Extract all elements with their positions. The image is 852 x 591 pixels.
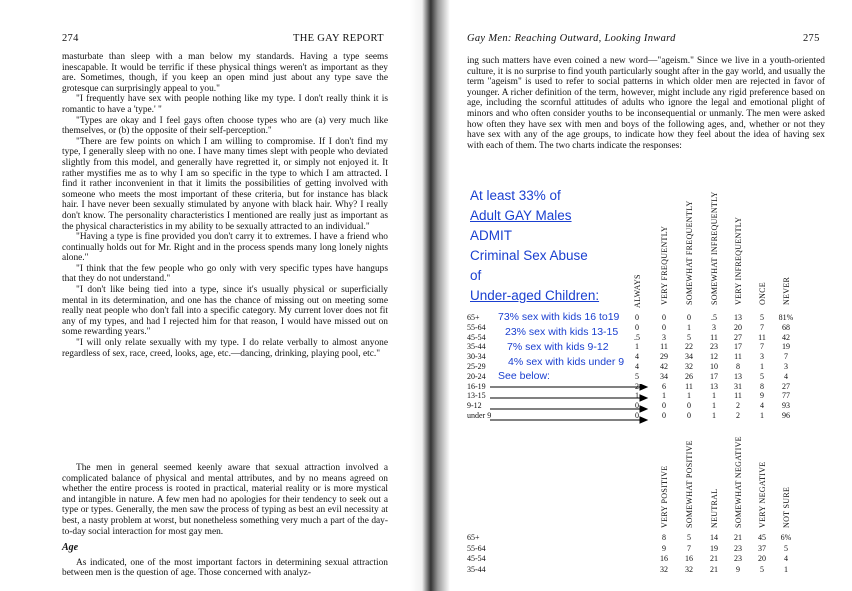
paragraph: "Having a type is fine provided you don't carry it to extremes. I have a friend who continually holds out for Mr. Right and in the process spends many long lonely nights alone." — [62, 232, 388, 264]
note-16-19: 73% sex with kids 16 to19 — [498, 311, 620, 323]
frequency-header: ONCE — [758, 282, 767, 305]
feeling-header: NOT SURE — [782, 486, 791, 528]
cell-value: 5 — [760, 564, 764, 574]
cell-value: 3 — [760, 352, 764, 362]
age-label: 45-54 — [467, 332, 486, 342]
cell-value: 27 — [782, 381, 790, 391]
cell-value: 3 — [784, 362, 788, 371]
cell-value: 7 — [687, 543, 691, 553]
age-label: 30-34 — [467, 352, 486, 362]
cell-value: 6% — [780, 533, 792, 542]
cell-value: 0 — [662, 322, 666, 332]
cell-value: 9 — [736, 564, 740, 574]
cell-value: 2 — [736, 401, 740, 411]
paragraph: The men in general seemed keenly aware that sexual attraction involved a complicated balance of physical and mental attributes, and by no means agreed on whether the entire process is rooted in practical, material reality or is more mystical and intangible in nature. A few men had no apologies for their tendency to seek out a type or types. Generally, the men saw the process of typing as best an evil necessity at best, a nasty problem at worst, but nonetheless something very much a part of the day-to-day social interaction for most gay men. — [62, 463, 388, 537]
cell-value: 13 — [734, 371, 742, 381]
cell-value: .5 — [711, 313, 717, 322]
cell-value: 42 — [660, 362, 668, 371]
right-page-number: 275 — [803, 33, 820, 44]
cell-value: 34 — [685, 352, 693, 362]
age-label: 45-54 — [467, 554, 486, 563]
cell-value: 1 — [687, 391, 691, 401]
cell-value: 2 — [736, 411, 740, 420]
cell-value: 4 — [760, 401, 764, 411]
cell-value: 1 — [712, 401, 716, 411]
annotation-line: of — [470, 268, 482, 283]
cell-value: 4 — [635, 352, 639, 362]
cell-value: 23 — [734, 554, 742, 563]
age-label: 16-19 — [467, 381, 486, 391]
cell-value: 11 — [734, 352, 742, 362]
cell-value: 11 — [685, 381, 693, 391]
cell-value: 19 — [710, 543, 718, 553]
cell-value: 5 — [784, 543, 788, 553]
left-page-number: 274 — [62, 33, 79, 44]
age-label: 25-29 — [467, 362, 486, 371]
cell-value: 1 — [635, 391, 639, 401]
cell-value: 81% — [778, 313, 794, 322]
cell-value: 23 — [710, 342, 718, 352]
paragraph: "There are few points on which I am willing to compromise. If I don't find my type, I generally sleep with no one. I have many times slept with people who deviated slightly from this model, and generally have regretted it, or simply not enjoyed it. It rather mystifies me as to why I am so specific in the type to which I am attracted. I find it rather inconvenient in that it limits the possibilities of getting involved with someone who meets the most important of these criteria, but for instance has black hair. I have never been sexually stimulated by anyone with black hair. Why? I really don't know. The personality characteristics I mentioned are really just as important as the physical characteristics in my ability to be sexually attracted to an individual." — [62, 136, 388, 232]
table-row — [467, 554, 827, 563]
age-label: 9-12 — [467, 401, 482, 411]
cell-value: 42 — [782, 332, 790, 342]
left-body-text — [62, 52, 388, 359]
cell-value: 8 — [662, 533, 666, 542]
feeling-header: SOMEWHAT NEGATIVE — [734, 436, 743, 528]
cell-value: 26 — [685, 371, 693, 381]
cell-value: 0 — [635, 322, 639, 332]
cell-value: 2 — [635, 381, 639, 391]
cell-value: 11 — [734, 391, 742, 401]
cell-value: 1 — [635, 342, 639, 352]
cell-value: .5 — [634, 332, 640, 342]
annotation-line: At least 33% of — [470, 188, 561, 203]
cell-value: 16 — [685, 554, 693, 563]
cell-value: 22 — [685, 342, 693, 352]
cell-value: 32 — [660, 564, 668, 574]
cell-value: 3 — [712, 322, 716, 332]
cell-value: 9 — [662, 543, 666, 553]
cell-value: 5 — [760, 371, 764, 381]
cell-value: 19 — [782, 342, 790, 352]
cell-value: 8 — [736, 362, 740, 371]
frequency-header: SOMEWHAT FREQUENTLY — [685, 200, 694, 305]
cell-value: 12 — [710, 352, 718, 362]
cell-value: 10 — [710, 362, 718, 371]
cell-value: 37 — [758, 543, 766, 553]
age-label: 55-64 — [467, 543, 486, 553]
cell-value: 23 — [734, 543, 742, 553]
frequency-header: ALWAYS — [633, 274, 642, 308]
age-label: 65+ — [467, 313, 480, 322]
arrowhead-icon — [640, 406, 647, 412]
paragraph: "I frequently have sex with people nothing like my type. I don't really think it is romantic to have a 'type.' " — [62, 94, 388, 115]
paragraph: masturbate than sleep with a man below my standards. Having a type seems inescapable. It would be terrific if these physical things weren't as important as they are. Sometimes, though, if you keep an open mind just about any type save the grotesque can surprisingly appeal to you." — [62, 52, 388, 94]
cell-value: 1 — [712, 411, 716, 420]
feeling-header: SOMEWHAT POSITIVE — [685, 440, 694, 528]
annotation-line: Criminal Sex Abuse — [470, 248, 588, 263]
arrowhead-icon — [640, 384, 647, 390]
cell-value: 1 — [662, 391, 666, 401]
cell-value: 13 — [710, 381, 718, 391]
cell-value: 0 — [662, 313, 666, 322]
cell-value: 0 — [687, 411, 691, 420]
cell-value: 68 — [782, 322, 790, 332]
age-label: 55-64 — [467, 322, 486, 332]
cell-value: 3 — [662, 332, 666, 342]
cell-value: 0 — [687, 313, 691, 322]
note-under-9: 4% sex with kids under 9 — [508, 356, 625, 368]
left-body-text-2 — [62, 463, 388, 579]
note-9-12: 7% sex with kids 9-12 — [507, 341, 609, 353]
feeling-header: VERY NEGATIVE — [758, 461, 767, 528]
cell-value: 21 — [734, 533, 742, 542]
frequency-header: SOMEWHAT INFREQUENTLY — [710, 191, 719, 305]
cell-value: 0 — [635, 411, 639, 420]
cell-value: 9 — [760, 391, 764, 401]
cell-value: 16 — [660, 554, 668, 563]
cell-value: 20 — [758, 554, 766, 563]
cell-value: 0 — [635, 401, 639, 411]
cell-value: 1 — [760, 362, 764, 371]
age-label: 35-44 — [467, 342, 486, 352]
annotation-line: Adult GAY Males — [470, 208, 572, 223]
cell-value: 0 — [687, 401, 691, 411]
frequency-header: VERY INFREQUENTLY — [734, 216, 743, 305]
right-intro-text — [467, 56, 825, 151]
note-13-15: 23% sex with kids 13-15 — [505, 326, 619, 338]
cell-value: 8 — [760, 381, 764, 391]
cell-value: 11 — [660, 342, 668, 352]
cell-value: 1 — [760, 411, 764, 420]
arrow-group — [490, 381, 650, 429]
age-label: 20-24 — [467, 371, 486, 381]
paragraph: As indicated, one of the most important factors in determining sexual attraction between men is the question of age. Those concerned with analyz- — [62, 557, 388, 579]
cell-value: 21 — [710, 564, 718, 574]
cell-value: 93 — [782, 401, 790, 411]
cell-value: 17 — [710, 371, 718, 381]
table-row — [467, 565, 827, 574]
age-label: 13-15 — [467, 391, 486, 401]
frequency-header: VERY FREQUENTLY — [660, 225, 669, 305]
cell-value: 5 — [687, 533, 691, 542]
cell-value: 0 — [635, 313, 639, 322]
paragraph: "I don't like being tied into a type, since it's usually physical or superficially mental in its determination, and one has the chance of missing out on meeting some really neat people who don't fall into a specific category. My current lover does not fit any of my types, and had I rejected him for that reason, I would have missed out on some rewarding years." — [62, 285, 388, 338]
age-label: 65+ — [467, 533, 480, 542]
cell-value: 32 — [685, 564, 693, 574]
paragraph: "I will only relate sexually with my type. I do relate verbally to almost anyone regardless of sex, race, creed, looks, age, etc.—dancing, drinking, playing pool, etc." — [62, 338, 388, 359]
cell-value: 1 — [687, 322, 691, 332]
cell-value: 4 — [784, 371, 788, 381]
cell-value: 11 — [758, 332, 766, 342]
paragraph: "Types are okay and I feel gays often choose types who are (a) very much like themselves, or (b) the opposite of their self-perception." — [62, 115, 388, 137]
cell-value: 5 — [687, 332, 691, 342]
cell-value: 4 — [635, 362, 639, 371]
feeling-header: VERY POSITIVE — [660, 465, 669, 528]
cell-value: 0 — [662, 411, 666, 420]
cell-value: 17 — [734, 342, 742, 352]
paragraph: ing such matters have even coined a new word—"ageism." Since we live in a youth-oriented culture, it is no surprise to find youth particularly sought after in the gay world, and usually the term "ageism" is used to refer to social patterns in which older men are rejected in favor of younger. A richer definition of the term, however, might include any rigid preference based on age, including the scornful attitudes of adults who ignore the legal and emotional plight of minors and who often consider youths to be inconsequential or unmanly. The men were asked how often they have sex with men and boys of the following ages, and, whether or not they have sex with any of the age groups, to indicate how they feel about the idea of having sex with each of them. The two charts indicate the responses: — [467, 56, 825, 151]
overlay-annotation — [470, 186, 599, 306]
frequency-header: NEVER — [782, 276, 791, 305]
cell-value: 34 — [660, 371, 668, 381]
cell-value: 4 — [784, 554, 788, 563]
cell-value: 7 — [784, 352, 788, 362]
cell-value: 29 — [660, 352, 668, 362]
cell-value: 5 — [760, 313, 764, 322]
cell-value: 13 — [734, 313, 742, 322]
annotation-line: Under-aged Children: — [470, 288, 600, 303]
arrowhead-icon — [640, 395, 647, 401]
cell-value: 27 — [734, 332, 742, 342]
age-label: under 9 — [467, 411, 492, 420]
cell-value: 31 — [734, 381, 742, 391]
arrowhead-icon — [640, 417, 647, 423]
cell-value: 45 — [758, 533, 766, 542]
table-row — [467, 544, 827, 553]
feeling-header: NEUTRAL — [710, 488, 719, 528]
cell-value: 14 — [710, 533, 718, 542]
cell-value: 11 — [710, 332, 718, 342]
note-see-below: See below: — [498, 370, 550, 382]
left-running-head: THE GAY REPORT — [293, 33, 384, 44]
age-label: 35-44 — [467, 564, 486, 574]
cell-value: 1 — [712, 391, 716, 401]
cell-value: 20 — [734, 322, 742, 332]
right-running-head: Gay Men: Reaching Outward, Looking Inward — [467, 33, 676, 44]
annotation-line: ADMIT — [470, 228, 512, 243]
cell-value: 77 — [782, 391, 790, 401]
cell-value: 1 — [784, 564, 788, 574]
cell-value: 6 — [662, 381, 666, 391]
cell-value: 0 — [662, 401, 666, 411]
left-page — [0, 0, 424, 591]
cell-value: 7 — [760, 322, 764, 332]
cell-value: 32 — [685, 362, 693, 371]
cell-value: 96 — [782, 411, 790, 420]
table-row — [467, 533, 827, 542]
cell-value: 7 — [760, 342, 764, 352]
paragraph: "I think that the few people who go only with very specific types have hangups that they do not understand." — [62, 263, 388, 285]
cell-value: 5 — [635, 371, 639, 381]
cell-value: 21 — [710, 554, 718, 563]
section-heading: Age — [62, 542, 79, 554]
